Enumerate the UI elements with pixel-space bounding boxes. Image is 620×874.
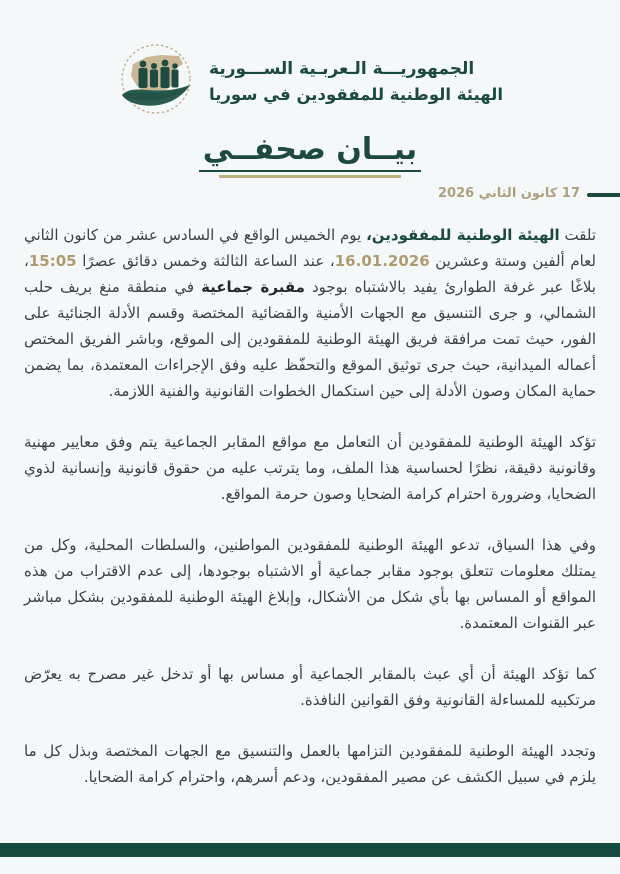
commission-emblem-logo [117, 42, 195, 120]
org-name-commission: الهيئة الوطنية للمفقودين في سوريا [209, 84, 503, 104]
paragraph-segment-commission-name: الهيئة الوطنية للمفقودين، [366, 225, 560, 244]
footer-accent-bar [0, 843, 620, 857]
document-header [0, 0, 620, 120]
paragraph-segment: ، عند الساعة الثالثة وخمس دقائق عصرًا [76, 251, 335, 270]
paragraph-incident-report [24, 222, 596, 404]
paragraph-standards: تؤكد الهيئة الوطنية للمفقودين أن التعامل مع مواقع المقابر الجماعية يتم وفق معايير مهنية وقانونية دقيقة، نظرًا لحساسية هذا الملف، وما يترتب عليه من حقوق قانونية وإنسانية لذوي الضحايا، وضرورة احترام كرامة الضحايا وصون حرمة المواقع. [24, 432, 596, 503]
paragraph-segment: في منطقة منغ بريف حلب الشمالي، و جرى التنسيق مع الجهات الأمنية والقضائية المختصة وقسم الأدلة الجنائية على الفور، حيث تمت مرافقة فريق الهيئة الوطنية للمفقودين إلى الموقع، وباشر الفريق المختص أعماله الميدانية، حيث جرى توثيق الموقع والتحفّظ عليه وفق الإجراءات المعتمدة، بما يضمن حماية المكان وصون الأدلة إلى حين استكمال الخطوات القانونية والفنية اللازمة. [24, 277, 596, 400]
paragraph-segment-time: 15:05 [28, 251, 77, 270]
paragraph-legal-warning: كما تؤكد الهيئة أن أي عبث بالمقابر الجماعية أو مساس بها أو تدخل غير مصرح به يعرّض مرتكبيه للمساءلة القانونية وفق القوانين النافذة. [24, 664, 596, 709]
paragraph-segment: يوم الخميس الواقع في السادس عشر من كانون الثاني لعام ألفين وستة وعشرين [24, 225, 596, 270]
paragraph-commitment: وتجدد الهيئة الوطنية للمفقودين التزامها بالعمل والتنسيق مع الجهات المختصة وبذل كل ما يلزم في سبيل الكشف عن مصير المفقودين، ودعم أسرهم، واحترام كرامة الضحايا. [24, 741, 596, 786]
paragraph-segment: ، بلاغًا عبر غرفة الطوارئ يفيد بالاشتباه بوجود [24, 251, 596, 296]
date-text: 17 كانون الثاني 2026 [438, 185, 580, 201]
paragraph-segment: تلقت [559, 225, 597, 244]
document-body [24, 222, 596, 790]
title-block [0, 132, 620, 178]
org-name-block [209, 56, 503, 107]
date-row [0, 185, 620, 205]
page-title: بيــان صحفــي [199, 132, 421, 172]
paragraph-segment-date: 16.01.2026 [334, 251, 430, 270]
date-dash-rule [587, 193, 620, 198]
commission-emblem-icon [117, 42, 195, 120]
title-underline [219, 175, 401, 178]
paragraph-public-call: وفي هذا السياق، تدعو الهيئة الوطنية للمفقودين المواطنين، والسلطات المحلية، وكل من يمتلك معلومات تتعلق بوجود مقابر جماعية أو الاشتباه بوجودها، إلى عدم الاقتراب من هذه المواقع أو المساس بها بأي شكل من الأشكال، وإبلاغ الهيئة الوطنية للمفقودين بشكل مباشر عبر القنوات المعتمدة. [24, 535, 596, 632]
org-name-republic: الجمهوريـــة الـعربـية الســـورية [209, 58, 475, 79]
paragraph-segment-mass-grave: مقبرة جماعية [201, 277, 305, 296]
